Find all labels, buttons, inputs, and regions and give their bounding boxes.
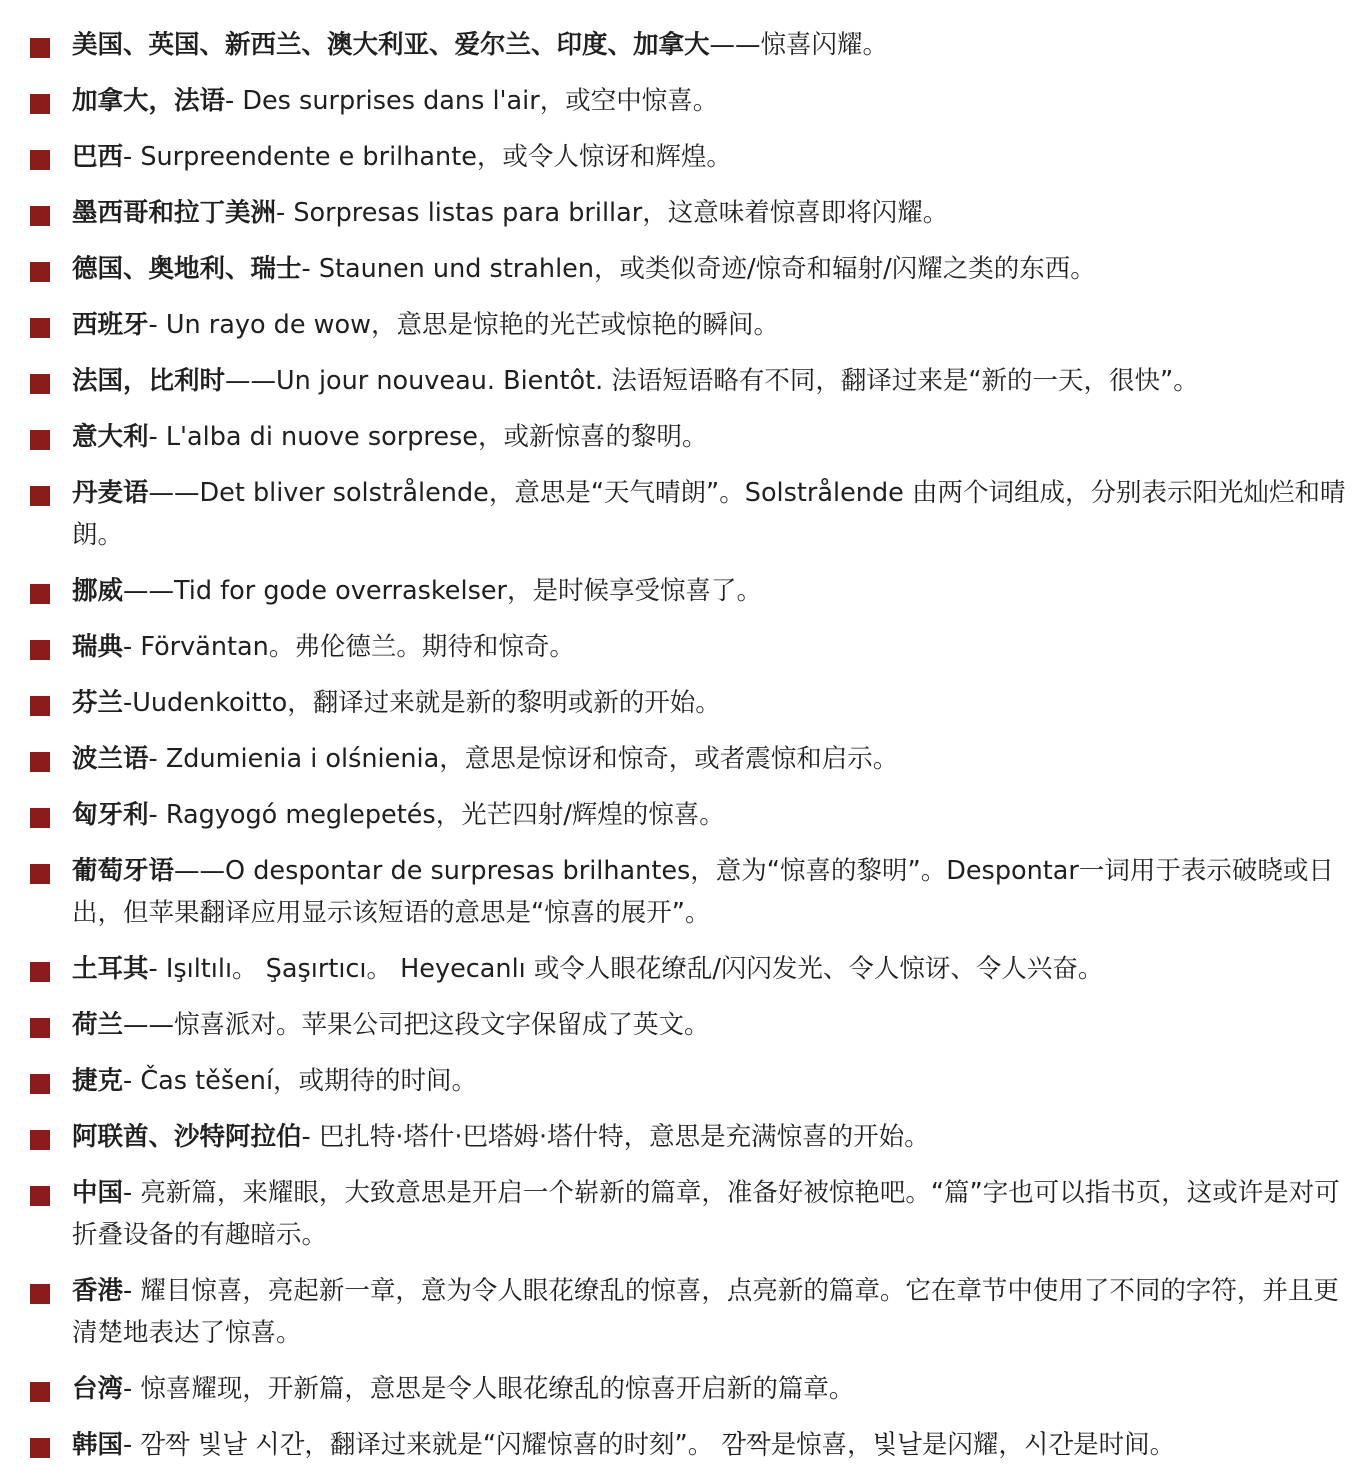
square-bullet-icon <box>30 640 50 660</box>
translation-text: - Sorpresas listas para brillar，这意味着惊喜即将闪耀。 <box>276 198 949 228</box>
square-bullet-icon <box>30 808 50 828</box>
list-item <box>30 1172 1348 1256</box>
square-bullet-icon <box>30 752 50 772</box>
list-item <box>30 304 1348 346</box>
country-label: 土耳其 <box>72 954 149 984</box>
country-label: 韩国 <box>72 1430 124 1460</box>
square-bullet-icon <box>30 150 50 170</box>
translation-text: ——O despontar de surpresas brilhantes，意为“惊喜的黎明”。Despontar一词用于表示破晓或日出，但苹果翻译应用显示该短语的意思是“惊喜的展开”。 <box>72 856 1334 928</box>
list-item <box>30 1060 1348 1102</box>
country-label: 中国 <box>72 1178 124 1208</box>
country-label: 匈牙利 <box>72 800 149 830</box>
square-bullet-icon <box>30 206 50 226</box>
square-bullet-icon <box>30 1018 50 1038</box>
list-item <box>30 794 1348 836</box>
square-bullet-icon <box>30 430 50 450</box>
country-label: 瑞典 <box>72 632 124 662</box>
square-bullet-icon <box>30 262 50 282</box>
translation-text: - Des surprises dans l'air，或空中惊喜。 <box>225 86 719 116</box>
translation-text: ——Tid for gode overraskelser，是时候享受惊喜了。 <box>123 576 763 606</box>
list-item <box>30 1116 1348 1158</box>
translation-text: - Surpreendente e brilhante，或令人惊讶和辉煌。 <box>123 142 732 172</box>
list-item <box>30 948 1348 990</box>
country-label: 波兰语 <box>72 744 149 774</box>
list-item <box>30 738 1348 780</box>
country-label: 芬兰 <box>72 688 124 718</box>
country-label: 荷兰 <box>72 1010 124 1040</box>
country-label: 加拿大，法语 <box>72 86 226 116</box>
translation-text: - Un rayo de wow，意思是惊艳的光芒或惊艳的瞬间。 <box>148 310 779 340</box>
translation-text: - Ragyogó meglepetés，光芒四射/辉煌的惊喜。 <box>148 800 725 830</box>
square-bullet-icon <box>30 94 50 114</box>
square-bullet-icon <box>30 374 50 394</box>
square-bullet-icon <box>30 962 50 982</box>
list-item <box>30 192 1348 234</box>
list-item <box>30 24 1348 66</box>
translation-text: - 亮新篇，来耀眼，大致意思是开启一个崭新的篇章，准备好被惊艳吧。“篇”字也可以指书页，这或许是对可折叠设备的有趣暗示。 <box>72 1178 1340 1250</box>
square-bullet-icon <box>30 1130 50 1150</box>
country-label: 台湾 <box>72 1374 124 1404</box>
square-bullet-icon <box>30 38 50 58</box>
list-item <box>30 1424 1348 1466</box>
square-bullet-icon <box>30 1186 50 1206</box>
list-item <box>30 416 1348 458</box>
translation-text: - Staunen und strahlen，或类似奇迹/惊奇和辐射/闪耀之类的东西。 <box>301 254 1096 284</box>
translation-text: - 巴扎特·塔什·巴塔姆·塔什特，意思是充满惊喜的开始。 <box>301 1122 930 1152</box>
list-item <box>30 360 1348 402</box>
country-label: 香港 <box>72 1276 124 1306</box>
list-item <box>30 1004 1348 1046</box>
list-item <box>30 682 1348 724</box>
list-item <box>30 1270 1348 1354</box>
square-bullet-icon <box>30 1284 50 1304</box>
translation-text: - 惊喜耀现，开新篇，意思是令人眼花缭乱的惊喜开启新的篇章。 <box>123 1374 855 1404</box>
country-label: 德国、奥地利、瑞士 <box>72 254 302 284</box>
square-bullet-icon <box>30 864 50 884</box>
country-label: 阿联酋、沙特阿拉伯 <box>72 1122 302 1152</box>
country-label: 挪威 <box>72 576 124 606</box>
list-item <box>30 80 1348 122</box>
translation-text: - Işıltılı。 Şaşırtıcı。 Heyecanlı 或令人眼花缭乱/闪闪发光、令人惊讶、令人兴奋。 <box>148 954 1104 984</box>
translation-text: - Förväntan。弗伦德兰。期待和惊奇。 <box>123 632 575 662</box>
translation-text: - Zdumienia i olśnienia，意思是惊讶和惊奇，或者震惊和启示。 <box>148 744 899 774</box>
list-item <box>30 472 1348 556</box>
translation-text: ——惊喜闪耀。 <box>709 30 889 60</box>
list-item <box>30 1368 1348 1410</box>
country-label: 墨西哥和拉丁美洲 <box>72 198 277 228</box>
list-item <box>30 248 1348 290</box>
country-label: 意大利 <box>72 422 149 452</box>
translation-text: -Uudenkoitto，翻译过来就是新的黎明或新的开始。 <box>123 688 721 718</box>
country-label: 法国，比利时 <box>72 366 226 396</box>
translation-text: ——惊喜派对。苹果公司把这段文字保留成了英文。 <box>123 1010 710 1040</box>
square-bullet-icon <box>30 1438 50 1458</box>
translation-text: - Čas těšení，或期待的时间。 <box>123 1066 478 1096</box>
translation-text: - L'alba di nuove sorprese，或新惊喜的黎明。 <box>148 422 708 452</box>
list-item <box>30 850 1348 934</box>
list-item <box>30 626 1348 668</box>
square-bullet-icon <box>30 486 50 506</box>
square-bullet-icon <box>30 1382 50 1402</box>
list-item <box>30 570 1348 612</box>
country-label: 丹麦语 <box>72 478 149 508</box>
square-bullet-icon <box>30 318 50 338</box>
list-item <box>30 136 1348 178</box>
translation-text: ——Det bliver solstrålende，意思是“天气晴朗”。Solstrålende 由两个词组成，分别表示阳光灿烂和晴朗。 <box>72 478 1346 550</box>
square-bullet-icon <box>30 1074 50 1094</box>
translation-text: ——Un jour nouveau. Bientôt. 法语短语略有不同，翻译过来是“新的一天，很快”。 <box>225 366 1199 396</box>
country-label: 巴西 <box>72 142 124 172</box>
translation-text: - 깜짝 빛날 시간，翻译过来就是“闪耀惊喜的时刻”。 깜짝是惊喜，빛날是闪耀，시간是时间。 <box>123 1430 1176 1460</box>
square-bullet-icon <box>30 696 50 716</box>
square-bullet-icon <box>30 584 50 604</box>
translation-text: - 耀目惊喜，亮起新一章，意为令人眼花缭乱的惊喜，点亮新的篇章。它在章节中使用了不同的字符，并且更清楚地表达了惊喜。 <box>72 1276 1339 1348</box>
country-label: 捷克 <box>72 1066 124 1096</box>
country-label: 葡萄牙语 <box>72 856 175 886</box>
country-label: 美国、英国、新西兰、澳大利亚、爱尔兰、印度、加拿大 <box>72 30 710 60</box>
country-label: 西班牙 <box>72 310 149 340</box>
